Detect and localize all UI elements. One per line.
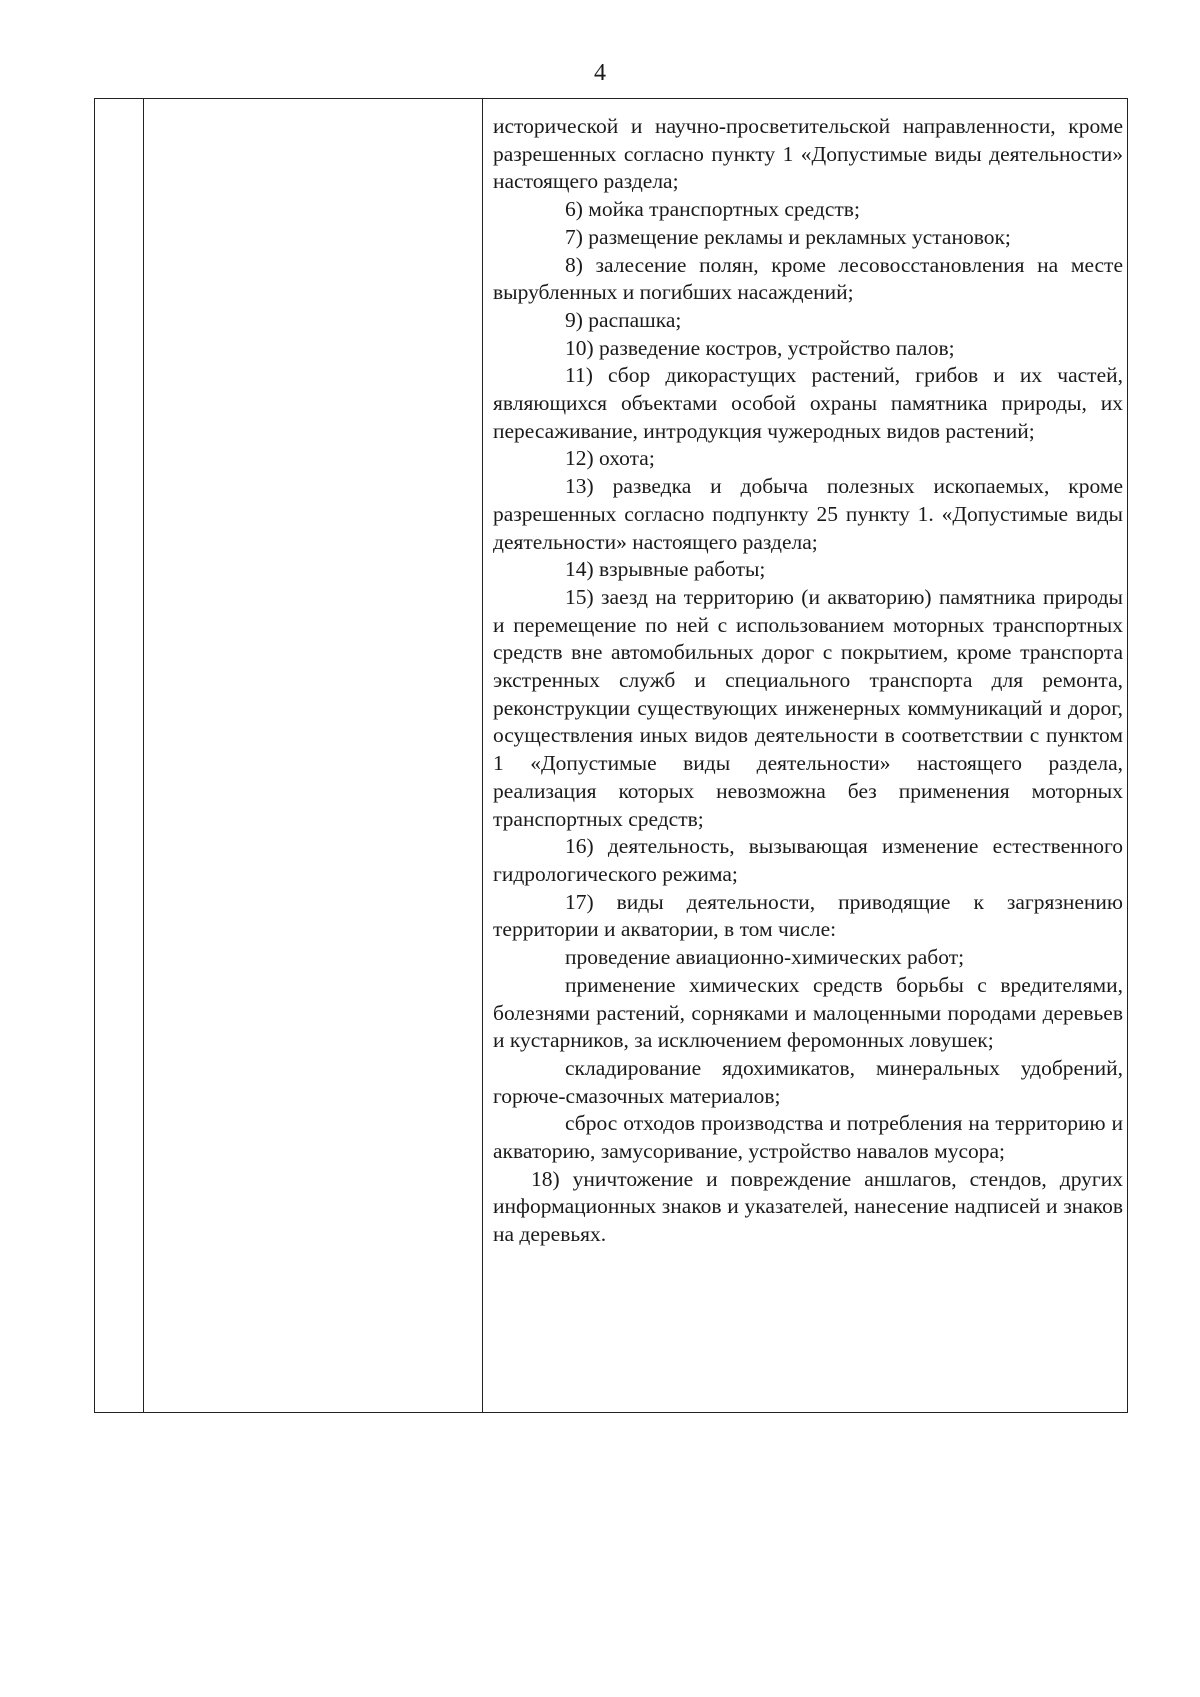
document-table — [94, 98, 1128, 1413]
page-number: 4 — [594, 60, 606, 86]
prohibited-activities-cell — [493, 113, 1123, 1249]
list-item: 9) распашка; — [565, 307, 682, 332]
sub-list-item: проведение авиационно-химических работ; — [565, 945, 965, 970]
sub-list-item: складирование ядохимикатов, минеральных удобрений, горюче-смазочных материалов; — [493, 1055, 1123, 1108]
list-item: 6) мойка транспортных средств; — [565, 197, 860, 222]
list-item: 17) виды деятельности, приводящие к загрязнению территории и акватории, в том числе: — [493, 889, 1123, 942]
list-item: 15) заезд на территорию (и акваторию) памятника природы и перемещение по ней с использованием моторных транспортных средств вне автомобильных дорог с покрытием, кроме транспорта экстренных служб и специального транспорта для ремонта, реконструкции существующих инженерных коммуникаций и дорог, осуществления иных видов деятельности в соответствии с пунктом 1 «Допустимые виды деятельности» настоящего раздела, реализация которых невозможна без применения моторных транспортных средств; — [493, 584, 1123, 831]
list-item: 10) разведение костров, устройство палов; — [565, 335, 955, 360]
sub-list-item: сброс отходов производства и потребления на территорию и акваторию, замусоривание, устройство навалов мусора; — [493, 1111, 1123, 1164]
paragraph-continuation: исторической и научно-просветительской направленности, кроме разрешенных согласно пункту 1 «Допустимые виды деятельности» настоящего раздела; — [493, 114, 1123, 194]
list-item: 16) деятельность, вызывающая изменение естественного гидрологического режима; — [493, 834, 1123, 886]
column-divider — [482, 99, 483, 1412]
list-item: 18) уничтожение и повреждение аншлагов, стендов, других информационных знаков и указателей, нанесение надписей и знаков на деревьях. — [493, 1166, 1123, 1247]
list-item: 14) взрывные работы; — [565, 557, 766, 582]
list-item: 8) залесение полян, кроме лесовосстановления на месте вырубленных и погибших насаждений; — [493, 252, 1123, 305]
list-item: 12) охота; — [565, 446, 655, 471]
list-item: 11) сбор дикорастущих растений, грибов и их частей, являющихся объектами особой охраны памятника природы, их пересаживание, интродукция чужеродных видов растений; — [493, 363, 1123, 443]
list-item: 7) размещение рекламы и рекламных установок; — [565, 224, 1011, 249]
sub-list-item: применение химических средств борьбы с вредителями, болезнями растений, сорняками и малоценными породами деревьев и кустарников, за исключением феромонных ловушек; — [493, 972, 1123, 1053]
list-item: 13) разведка и добыча полезных ископаемых, кроме разрешенных согласно подпункту 25 пункту 1. «Допустимые виды деятельности» настоящего раздела; — [493, 474, 1123, 554]
column-divider — [143, 99, 144, 1412]
